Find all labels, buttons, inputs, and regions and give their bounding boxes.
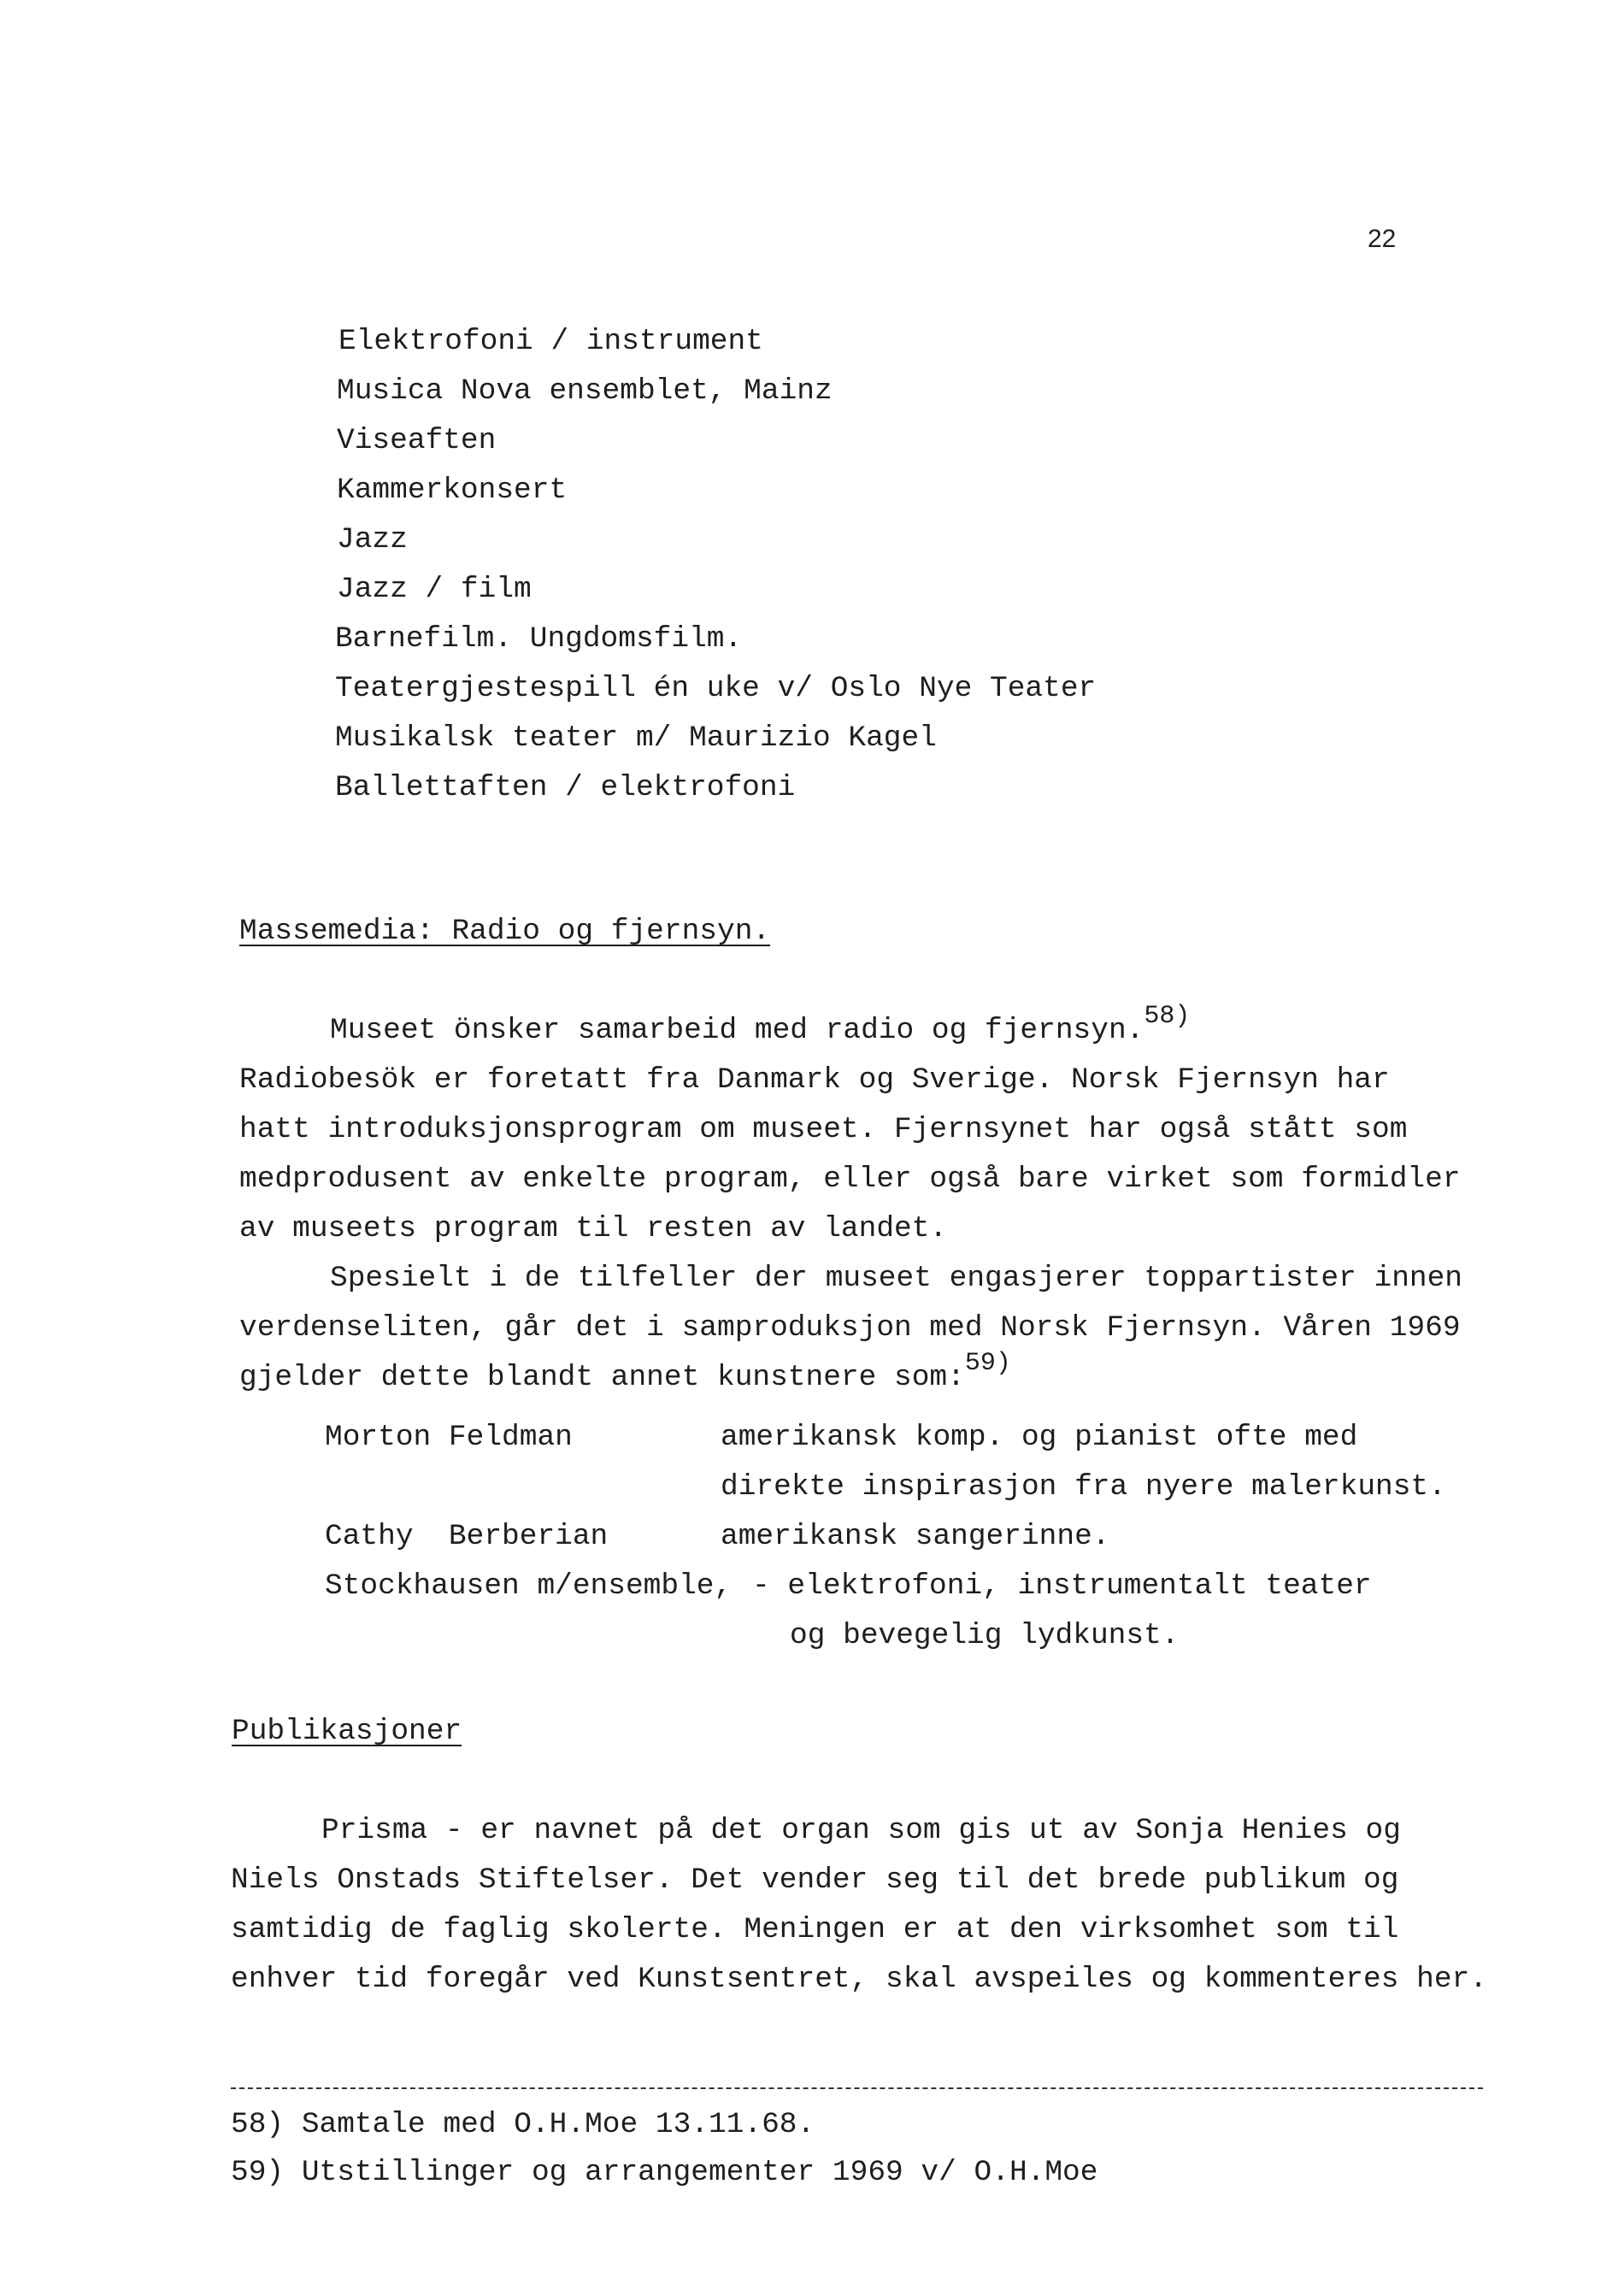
section-heading-massemedia: Massemedia: Radio og fjernsyn. bbox=[239, 915, 771, 948]
artist-description: amerikansk sangerinne. bbox=[721, 1520, 1110, 1553]
paragraph-line: Niels Onstads Stiftelser. Det vender seg til det brede publikum og bbox=[231, 1863, 1399, 1897]
footnote-ref: 59) bbox=[964, 1349, 1011, 1378]
program-item: Ballettaften / elektrofoni bbox=[335, 771, 796, 804]
footnote: 58) Samtale med O.H.Moe 13.11.68. bbox=[231, 2108, 815, 2141]
paragraph-line: medprodusent av enkelte program, eller også bare virket som formidler bbox=[239, 1163, 1461, 1196]
footnote-divider bbox=[231, 2087, 1483, 2089]
artist-description: - elektrofoni, instrumentalt teater bbox=[752, 1569, 1372, 1603]
program-item: Musica Nova ensemblet, Mainz bbox=[337, 374, 833, 408]
page-number: 22 bbox=[1368, 225, 1397, 253]
artist-description: direkte inspirasjon fra nyere malerkunst. bbox=[721, 1470, 1446, 1504]
program-item: Jazz / film bbox=[337, 573, 532, 606]
program-item: Elektrofoni / instrument bbox=[338, 325, 763, 358]
artist-name: Cathy Berberian bbox=[325, 1520, 609, 1553]
paragraph-line: verdenseliten, går det i samproduksjon med Norsk Fjernsyn. Våren 1969 bbox=[239, 1311, 1461, 1345]
paragraph-text: gjelder dette blandt annet kunstnere som: bbox=[239, 1361, 965, 1394]
footnote-ref: 58) bbox=[1144, 1002, 1191, 1031]
program-item: Musikalsk teater m/ Maurizio Kagel bbox=[335, 721, 937, 755]
program-item: Barnefilm. Ungdomsfilm. bbox=[335, 622, 743, 656]
section-heading-publikasjoner: Publikasjoner bbox=[232, 1715, 462, 1748]
artist-name: Stockhausen m/ensemble, bbox=[325, 1569, 733, 1603]
paragraph-line: av museets program til resten av landet. bbox=[239, 1212, 948, 1245]
program-item: Teatergjestespill én uke v/ Oslo Nye Teater bbox=[335, 672, 1097, 705]
footnote: 59) Utstillinger og arrangementer 1969 v/ O.H.Moe bbox=[231, 2156, 1098, 2189]
program-item: Jazz bbox=[337, 523, 408, 556]
paragraph-line: Radiobesök er foretatt fra Danmark og Sverige. Norsk Fjernsyn har bbox=[239, 1063, 1390, 1097]
paragraph-text: Museet önsker samarbeid med radio og fjernsyn. bbox=[330, 1014, 1144, 1047]
paragraph-line bbox=[239, 1349, 1011, 1396]
artist-description: amerikansk komp. og pianist ofte med bbox=[721, 1421, 1358, 1454]
paragraph-line: hatt introduksjonsprogram om museet. Fjernsynet har også stått som bbox=[239, 1113, 1408, 1146]
paragraph-line: Prisma - er navnet på det organ som gis ut av Sonja Henies og bbox=[321, 1814, 1401, 1847]
artist-description: og bevegelig lydkunst. bbox=[790, 1619, 1180, 1652]
program-item: Kammerkonsert bbox=[337, 474, 568, 507]
artist-name: Morton Feldman bbox=[325, 1421, 573, 1454]
paragraph-line: enhver tid foregår ved Kunstsentret, skal avspeiles og kommenteres her. bbox=[231, 1963, 1487, 1996]
paragraph-line bbox=[330, 1002, 1191, 1049]
program-item: Viseaften bbox=[337, 424, 497, 457]
paragraph-line: samtidig de faglig skolerte. Meningen er at den virksomhet som til bbox=[231, 1913, 1399, 1946]
paragraph-line: Spesielt i de tilfeller der museet engasjerer toppartister innen bbox=[330, 1262, 1463, 1295]
